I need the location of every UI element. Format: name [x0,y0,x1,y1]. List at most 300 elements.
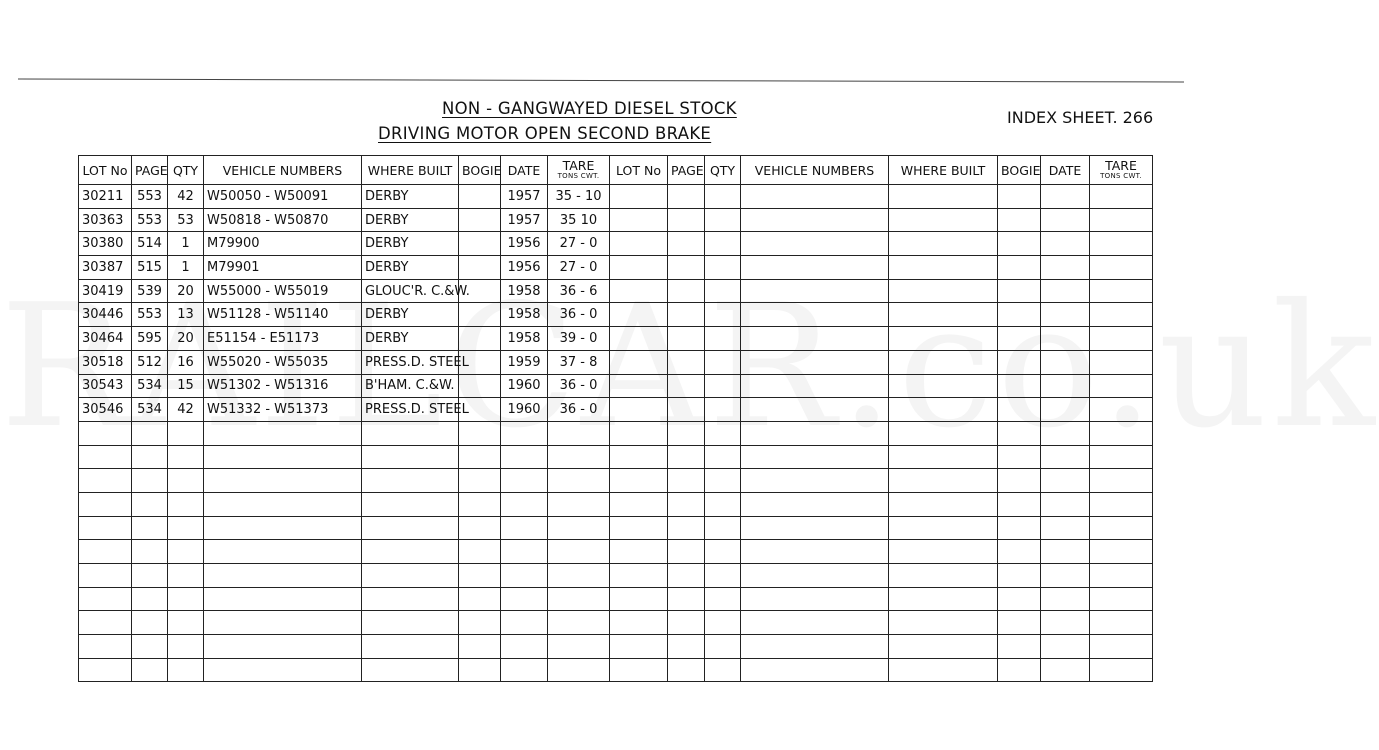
cell-bogie-right [998,658,1041,682]
cell-bogie [459,208,501,232]
cell-bogie-right [998,469,1041,493]
cell-where-right [889,516,998,540]
cell-lot-right [610,540,668,564]
cell-qty: 16 [168,350,204,374]
cell-qty [168,587,204,611]
cell-qty [168,421,204,445]
cell-bogie [459,540,501,564]
cell-tare: 36 - 0 [548,398,610,422]
cell-bogie-right [998,492,1041,516]
cell-lot-right [610,445,668,469]
cell-tare [548,492,610,516]
cell-date [501,611,548,635]
cell-tare-right [1090,374,1153,398]
table-row [79,232,1153,256]
cell-lot: 30446 [79,303,132,327]
cell-bogie-right [998,208,1041,232]
cell-qty: 20 [168,327,204,351]
cell-date-right [1041,421,1090,445]
cell-lot-right [610,327,668,351]
cell-vehicles: M79901 [204,256,362,280]
cell-date [501,492,548,516]
cell-bogie-right [998,327,1041,351]
cell-bogie [459,232,501,256]
cell-tare: 35 - 10 [548,185,610,209]
cell-vehicles: E51154 - E51173 [204,327,362,351]
cell-tare [548,469,610,493]
table-row [79,635,1153,659]
cell-bogie-right [998,398,1041,422]
cell-bogie [459,516,501,540]
cell-vehicles-right [741,516,889,540]
cell-bogie [459,421,501,445]
cell-page: 553 [132,185,168,209]
cell-where [362,445,459,469]
cell-where-right [889,421,998,445]
table-row [79,540,1153,564]
cell-bogie-right [998,256,1041,280]
cell-qty-right [705,658,741,682]
cell-page-right [668,587,705,611]
cell-vehicles [204,516,362,540]
cell-vehicles-right [741,327,889,351]
cell-page: 512 [132,350,168,374]
cell-vehicles [204,421,362,445]
cell-date: 1958 [501,279,548,303]
cell-date [501,564,548,588]
cell-page [132,445,168,469]
cell-page-right [668,350,705,374]
cell-vehicles-right [741,587,889,611]
cell-vehicles-right [741,279,889,303]
cell-where-right [889,564,998,588]
cell-tare [548,540,610,564]
cell-lot: 30419 [79,279,132,303]
cell-qty-right [705,516,741,540]
index-table [78,155,1153,682]
cell-where: DERBY [362,256,459,280]
cell-vehicles [204,635,362,659]
cell-tare: 36 - 0 [548,374,610,398]
cell-where-right [889,445,998,469]
cell-vehicles-right [741,185,889,209]
cell-where [362,516,459,540]
cell-vehicles: W55000 - W55019 [204,279,362,303]
cell-date-right [1041,658,1090,682]
cell-qty-right [705,492,741,516]
cell-tare [548,658,610,682]
cell-tare-right [1090,185,1153,209]
cell-date-right [1041,492,1090,516]
cell-lot [79,445,132,469]
cell-page-right [668,232,705,256]
cell-qty-right [705,374,741,398]
cell-date: 1960 [501,374,548,398]
cell-vehicles-right [741,611,889,635]
cell-tare-right [1090,208,1153,232]
cell-qty-right [705,421,741,445]
cell-bogie [459,327,501,351]
cell-lot [79,469,132,493]
cell-tare [548,516,610,540]
cell-lot [79,635,132,659]
cell-vehicles-right [741,398,889,422]
cell-tare-right [1090,469,1153,493]
col-header-lot-2: LOT No [610,156,668,185]
index-sheet-number: INDEX SHEET. 266 [1007,108,1154,127]
cell-date-right [1041,564,1090,588]
cell-vehicles: W50050 - W50091 [204,185,362,209]
cell-page-right [668,398,705,422]
cell-date-right [1041,516,1090,540]
cell-where [362,611,459,635]
cell-vehicles-right [741,564,889,588]
cell-where-right [889,208,998,232]
cell-date-right [1041,611,1090,635]
cell-tare-right [1090,327,1153,351]
cell-where-right [889,469,998,493]
cell-bogie-right [998,635,1041,659]
cell-where: DERBY [362,303,459,327]
cell-qty [168,516,204,540]
cell-vehicles: W51302 - W51316 [204,374,362,398]
cell-lot: 30387 [79,256,132,280]
cell-where-right [889,492,998,516]
cell-vehicles-right [741,469,889,493]
cell-page-right [668,208,705,232]
cell-lot-right [610,185,668,209]
cell-qty-right [705,256,741,280]
cell-qty-right [705,232,741,256]
table-row [79,445,1153,469]
cell-page: 534 [132,374,168,398]
cell-page-right [668,303,705,327]
cell-bogie [459,256,501,280]
cell-lot [79,611,132,635]
cell-tare-right [1090,398,1153,422]
cell-page-right [668,564,705,588]
cell-qty [168,540,204,564]
cell-lot-right [610,398,668,422]
cell-date-right [1041,279,1090,303]
cell-tare [548,635,610,659]
cell-date-right [1041,208,1090,232]
col-header-qty-2: QTY [705,156,741,185]
cell-lot: 30380 [79,232,132,256]
cell-vehicles-right [741,635,889,659]
cell-bogie-right [998,185,1041,209]
cell-page-right [668,492,705,516]
table-row [79,208,1153,232]
table-row [79,492,1153,516]
cell-bogie [459,445,501,469]
col-header-bogie-2: BOGIE [998,156,1041,185]
cell-bogie-right [998,303,1041,327]
cell-date: 1956 [501,232,548,256]
cell-tare: 37 - 8 [548,350,610,374]
cell-date: 1958 [501,303,548,327]
cell-date [501,540,548,564]
cell-bogie-right [998,564,1041,588]
col-header-where-2: WHERE BUILT [889,156,998,185]
cell-vehicles-right [741,658,889,682]
cell-where [362,635,459,659]
cell-tare-right [1090,232,1153,256]
cell-lot-right [610,232,668,256]
cell-page [132,564,168,588]
cell-tare: 36 - 0 [548,303,610,327]
cell-where-right [889,540,998,564]
cell-bogie-right [998,350,1041,374]
cell-bogie-right [998,232,1041,256]
cell-lot: 30363 [79,208,132,232]
cell-tare-right [1090,421,1153,445]
cell-page [132,540,168,564]
cell-lot-right [610,658,668,682]
table-row [79,374,1153,398]
tare-label-2: TARE [1105,158,1137,173]
cell-page [132,469,168,493]
cell-where-right [889,279,998,303]
cell-vehicles [204,540,362,564]
cell-where-right [889,587,998,611]
cell-tare-right [1090,516,1153,540]
cell-date-right [1041,635,1090,659]
cell-date-right [1041,374,1090,398]
cell-date [501,445,548,469]
cell-tare-right [1090,279,1153,303]
cell-page-right [668,516,705,540]
cell-page [132,611,168,635]
cell-vehicles [204,492,362,516]
cell-lot [79,658,132,682]
col-header-bogie: BOGIE [459,156,501,185]
col-header-tare [548,156,610,185]
table-row [79,421,1153,445]
cell-where: DERBY [362,208,459,232]
cell-qty-right [705,208,741,232]
cell-lot-right [610,421,668,445]
tare-units: TONS CWT. [557,172,600,180]
cell-page: 553 [132,303,168,327]
cell-lot-right [610,469,668,493]
cell-tare-right [1090,492,1153,516]
cell-tare-right [1090,256,1153,280]
cell-vehicles-right [741,350,889,374]
cell-tare-right [1090,540,1153,564]
cell-vehicles [204,587,362,611]
cell-where-right [889,327,998,351]
cell-where: PRESS.D. STEEL [362,398,459,422]
cell-where: B'HAM. C.&W. [362,374,459,398]
cell-date-right [1041,232,1090,256]
cell-lot [79,516,132,540]
cell-qty-right [705,587,741,611]
cell-date: 1957 [501,208,548,232]
cell-tare [548,587,610,611]
cell-lot-right [610,208,668,232]
table-row [79,398,1153,422]
cell-tare-right [1090,611,1153,635]
cell-page [132,516,168,540]
cell-where [362,421,459,445]
cell-tare [548,611,610,635]
cell-vehicles-right [741,256,889,280]
cell-qty: 42 [168,398,204,422]
cell-lot [79,540,132,564]
top-rule [18,78,1184,82]
cell-page-right [668,327,705,351]
title-stock-type: NON - GANGWAYED DIESEL STOCK [442,99,737,118]
cell-bogie-right [998,516,1041,540]
cell-tare-right [1090,350,1153,374]
cell-lot: 30518 [79,350,132,374]
cell-date-right [1041,587,1090,611]
table-row [79,256,1153,280]
table-row [79,611,1153,635]
cell-lot-right [610,635,668,659]
cell-vehicles-right [741,445,889,469]
cell-page: 553 [132,208,168,232]
table-row [79,516,1153,540]
cell-lot: 30543 [79,374,132,398]
cell-page: 515 [132,256,168,280]
cell-page-right [668,185,705,209]
cell-bogie-right [998,445,1041,469]
cell-bogie-right [998,611,1041,635]
cell-qty-right [705,327,741,351]
cell-where: DERBY [362,327,459,351]
cell-tare-right [1090,445,1153,469]
cell-qty [168,492,204,516]
cell-qty: 1 [168,232,204,256]
cell-where-right [889,256,998,280]
cell-qty-right [705,445,741,469]
cell-vehicles: M79900 [204,232,362,256]
cell-tare: 36 - 6 [548,279,610,303]
col-header-date: DATE [501,156,548,185]
cell-vehicles-right [741,303,889,327]
cell-date [501,635,548,659]
col-header-page: PAGE [132,156,168,185]
cell-date-right [1041,303,1090,327]
cell-qty-right [705,469,741,493]
tare-units-2: TONS CWT. [1100,172,1142,180]
cell-lot: 30546 [79,398,132,422]
cell-qty-right [705,398,741,422]
cell-tare: 27 - 0 [548,256,610,280]
cell-vehicles [204,445,362,469]
cell-page [132,492,168,516]
cell-lot-right [610,587,668,611]
cell-qty-right [705,303,741,327]
table-row [79,279,1153,303]
cell-date: 1958 [501,327,548,351]
cell-page: 595 [132,327,168,351]
cell-tare-right [1090,564,1153,588]
cell-where-right [889,350,998,374]
cell-page-right [668,635,705,659]
cell-lot-right [610,303,668,327]
table-body [79,185,1153,682]
col-header-where: WHERE BUILT [362,156,459,185]
cell-where: PRESS.D. STEEL [362,350,459,374]
col-header-tare-2 [1090,156,1153,185]
table-row [79,185,1153,209]
cell-qty [168,564,204,588]
cell-vehicles: W55020 - W55035 [204,350,362,374]
cell-date: 1959 [501,350,548,374]
cell-date [501,469,548,493]
cell-vehicles [204,658,362,682]
cell-tare-right [1090,303,1153,327]
cell-bogie [459,635,501,659]
cell-bogie [459,564,501,588]
cell-where: DERBY [362,185,459,209]
cell-date-right [1041,445,1090,469]
cell-where [362,492,459,516]
cell-date: 1956 [501,256,548,280]
col-header-lot: LOT No [79,156,132,185]
cell-date [501,421,548,445]
cell-where-right [889,635,998,659]
cell-date [501,516,548,540]
cell-lot-right [610,564,668,588]
cell-page-right [668,421,705,445]
cell-tare-right [1090,635,1153,659]
cell-date [501,587,548,611]
cell-where-right [889,185,998,209]
cell-vehicles-right [741,540,889,564]
col-header-date-2: DATE [1041,156,1090,185]
cell-qty: 13 [168,303,204,327]
col-header-vehicles: VEHICLE NUMBERS [204,156,362,185]
cell-page-right [668,658,705,682]
cell-where-right [889,398,998,422]
cell-page [132,587,168,611]
cell-vehicles [204,611,362,635]
cell-where [362,540,459,564]
cell-where-right [889,611,998,635]
cell-lot-right [610,516,668,540]
cell-lot-right [610,256,668,280]
table-row [79,469,1153,493]
cell-qty-right [705,564,741,588]
cell-bogie [459,185,501,209]
cell-lot [79,587,132,611]
cell-where-right [889,232,998,256]
cell-vehicles-right [741,492,889,516]
cell-page-right [668,469,705,493]
cell-vehicles: W51332 - W51373 [204,398,362,422]
cell-where [362,469,459,493]
cell-bogie [459,303,501,327]
cell-where-right [889,374,998,398]
cell-qty-right [705,611,741,635]
cell-lot: 30464 [79,327,132,351]
cell-lot-right [610,374,668,398]
cell-qty-right [705,185,741,209]
cell-bogie [459,658,501,682]
cell-vehicles-right [741,208,889,232]
table-row [79,587,1153,611]
cell-page-right [668,540,705,564]
cell-date-right [1041,327,1090,351]
cell-bogie-right [998,279,1041,303]
cell-lot-right [610,492,668,516]
cell-qty [168,469,204,493]
cell-bogie-right [998,540,1041,564]
